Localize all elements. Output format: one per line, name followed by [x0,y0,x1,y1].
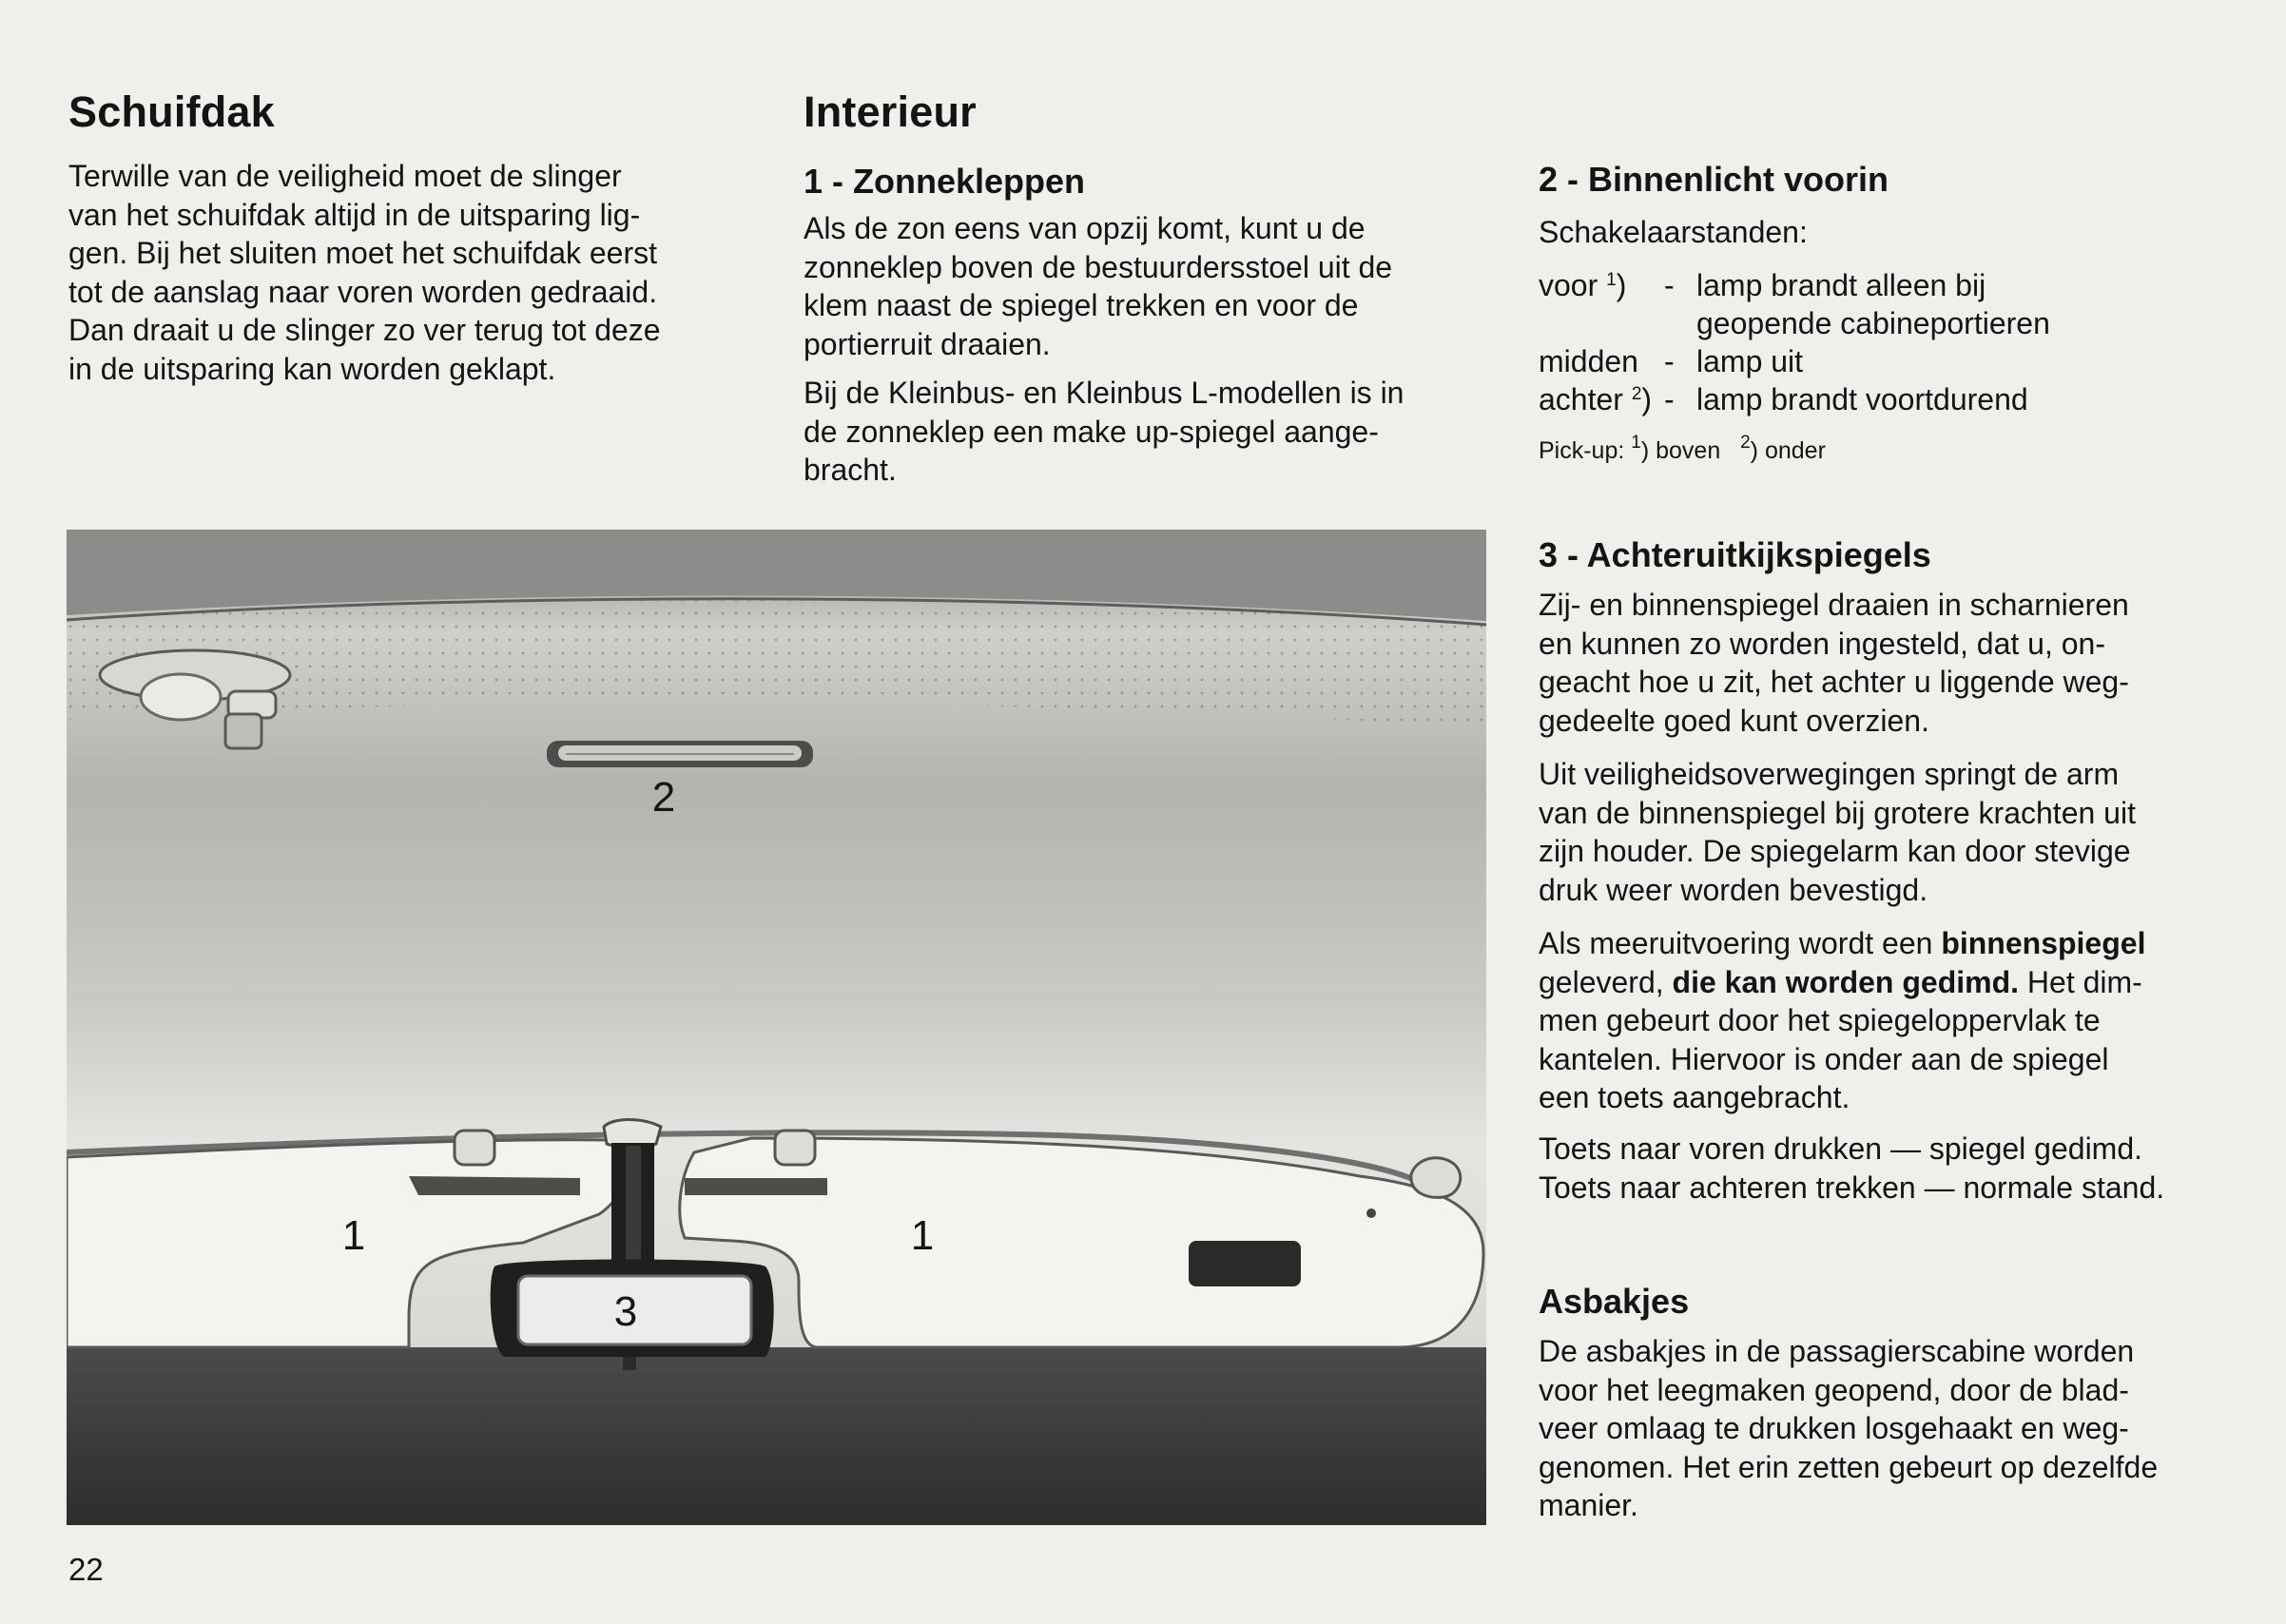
pickup-note: Pick-up: $^1$) boven $^2$) onder [1539,433,1826,464]
heading-asbakjes: Asbakjes [1539,1282,1690,1321]
heading-achteruitkijkspiegels: 3 - Achteruitkijkspiegels [1539,535,1931,574]
lower-dark-area [67,1347,1486,1525]
zonnekleppen-text-1: Als de zon eens van opzij komt, kunt u de zonneklep boven de bestuurdersstoel uit de klem naast de spiegel trekken en voor de portierruit draaien. [804,211,1393,361]
schuifdak-text: Terwille van de veiligheid moet de slinger van het schuifdak altijd in de uitsparing lig- gen. Bij het sluiten moet het schuifdak eerst tot de aanslag naar voren worden gedraaid. Dan draait u de slinger zo ver terug tot deze in de uitsparing kan worden geklapt. [68,159,661,386]
section-title-schuifdak: Schuifdak [68,87,275,136]
manual-page: Schuifdak Terwille van de veiligheid moet de slinger van het schuifdak altijd in de uitsparing lig- gen. Bij het sluiten moet het schuifdak eerst tot de aanslag naar voren worden gedraaid. Dan draait u de slinger zo ver terug tot deze in de uitsparing kan worden geklapt. Interieur 1 - Zonnekleppen Als de zon eens van opzij komt, kunt u de zonneklep boven de bestuurdersstoel uit de klem naast de spiegel trekken en voor de portierruit draaien. Bij de Kleinbus- en Kleinbus L-modellen is in de zonneklep een make up-spiegel aange- bracht. 2 - Binnenlicht voorin Schakelaarstanden: voor $^1$) - lamp brandt alleen bij geopende cabineportieren midden - lamp uit achter $^2$) - lamp brandt voortdurend Pick-up: $^1$) boven $^2$) onder 3 - Achteruitkijkspiegels Zij- en binnenspiegel draaien in scharnieren en kunnen zo worden ingesteld, dat u, on- geacht hoe u zit, het achter u liggende weg- gedeelte goed kunt overzien. Uit veiligheidsoverwegingen springt de arm van de binnenspiegel bij grotere krachten uit zijn houder. De spiegelarm kan door stevige druk weer worden bevestigd. Als meeruitvoering wordt een binnenspiegel geleverd, die kan worden gedimd. Het dim- men gebeurt door het spiegeloppervlak te kantelen. Hiervoor is onder aan de spiegel een toets aangebracht. Toets naar voren drukken — spiegel gedimd. Toets naar achteren trekken — normale stand. Asbakjes De asbakjes in de passagierscabine worden voor het leegmaken geopend, door de blad- veer omlaag te drukken losgehaakt en weg- genomen. Het erin zetten gebeurt op dezelfde manier. 2 1 1 3 22 [0,0,2286,1624]
heading-binnenlicht: 2 - Binnenlicht voorin [1539,160,1889,199]
page-number: 22 [68,1552,104,1587]
heading-zonnekleppen: 1 - Zonnekleppen [804,162,1086,201]
asbakjes-text: De asbakjes in de passagierscabine worden voor het leegmaken geopend, door de blad- veer omlaag te drukken losgehaakt en weg- genomen. Het erin zetten gebeurt op dezelfde manier. [1539,1334,2159,1522]
callout-2: 2 [651,774,676,821]
section-title-interieur: Interieur [804,87,977,136]
callout-1-right: 1 [910,1212,935,1259]
spiegels-text-1: Zij- en binnenspiegel draaien in scharnieren en kunnen zo worden ingesteld, dat u, on- geacht hoe u zit, het achter u liggende weg- gedeelte goed kunt overzien. [1539,588,2129,738]
callout-1-left: 1 [341,1212,366,1259]
roof-light [547,741,813,767]
spiegels-text-3: Als meeruitvoering wordt een binnenspiegel geleverd, die kan worden gedimd. Het dim- men gebeurt door het spiegeloppervlak te kantelen. Hiervoor is onder aan de spiegel een toets aangebracht. [1539,926,2146,1114]
cab-interior-photo [67,530,1486,1525]
vanity-mirror [1189,1241,1301,1286]
callout-3: 3 [613,1288,638,1335]
spiegels-text-4: Toets naar voren drukken — spiegel gedimd. Toets naar achteren trekken — normale stand. [1539,1131,2165,1205]
schakelaarstanden-label: Schakelaarstanden: [1539,215,1808,249]
spiegels-text-2: Uit veiligheidsoverwegingen springt de arm van de binnenspiegel bij grotere krachten uit zijn houder. De spiegelarm kan door stevige druk weer worden bevestigd. [1539,757,2136,907]
zonnekleppen-text-2: Bij de Kleinbus- en Kleinbus L-modellen is in de zonneklep een make up-spiegel aange- bracht. [804,376,1405,487]
